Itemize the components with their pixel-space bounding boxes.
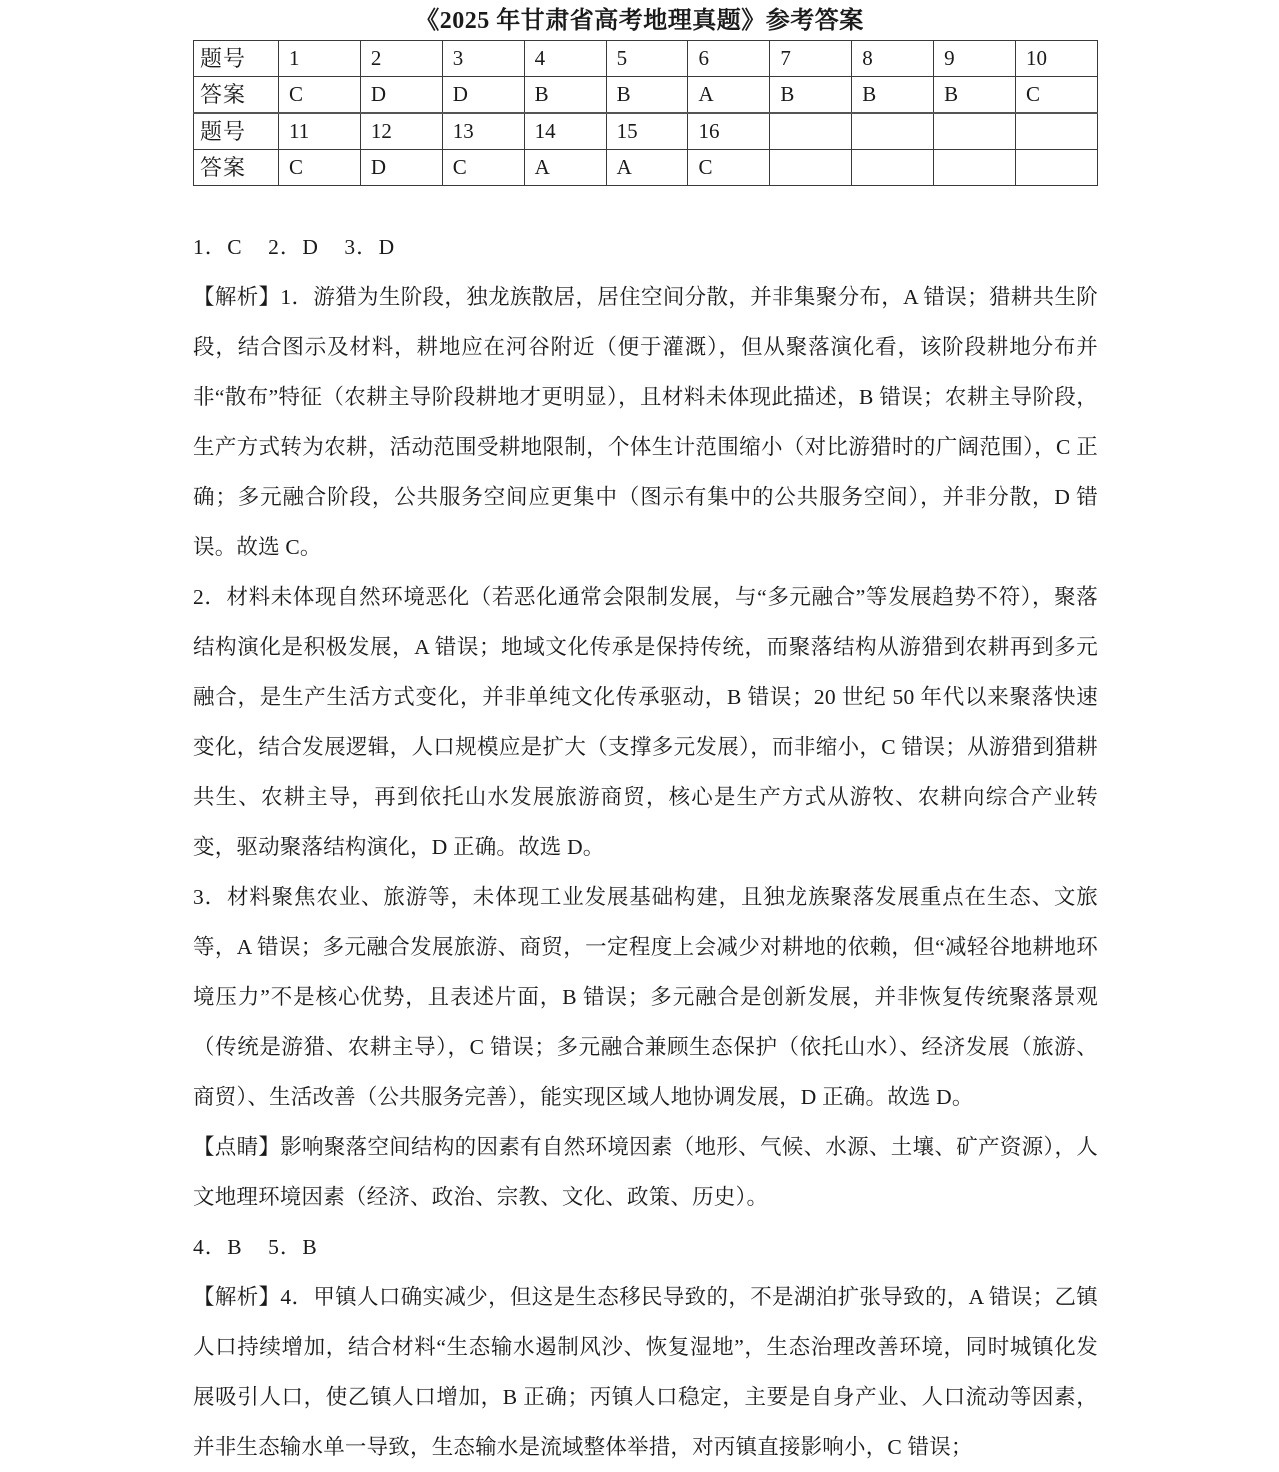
answer-summary-line-1: 1．C 2．D 3．D bbox=[193, 235, 396, 259]
table-cell bbox=[770, 113, 852, 150]
table-row bbox=[194, 77, 1098, 114]
page-title: 《2025 年甘肃省高考地理真题》参考答案 bbox=[415, 8, 864, 34]
table-cell: B bbox=[524, 77, 606, 114]
table-cell: 5 bbox=[606, 41, 688, 77]
table-cell: 8 bbox=[852, 41, 934, 77]
table-cell: 3 bbox=[442, 41, 524, 77]
table-cell bbox=[1016, 150, 1098, 186]
table-cell: B bbox=[934, 77, 1016, 114]
explanation-paragraph-1: 【解析】1．游猎为生阶段，独龙族散居，居住空间分散，并非集聚分布，A 错误；猎耕共生阶段，结合图示及材料，耕地应在河谷附近（便于灌溉），但从聚落演化看，该阶段耕地分布并非“散布”特征（农耕主导阶段耕地才更明显），且材料未体现此描述，B 错误；农耕主导阶段，生产方式转为农耕，活动范围受耕地限制，个体生计范围缩小（对比游猎时的广阔范围），C 正确；多元融合阶段，公共服务空间应更集中（图示有集中的公共服务空间），并非分散，D 错误。故选 C。 bbox=[193, 285, 1098, 559]
table-cell: C bbox=[1016, 77, 1098, 114]
row-label-question-2: 题号 bbox=[194, 113, 279, 150]
table-cell: D bbox=[442, 77, 524, 114]
table-cell: 9 bbox=[934, 41, 1016, 77]
table-cell: B bbox=[770, 77, 852, 114]
table-cell: B bbox=[852, 77, 934, 114]
explanation-body bbox=[193, 222, 1098, 1472]
table-cell: A bbox=[688, 77, 770, 114]
answer-key-table bbox=[193, 40, 1098, 186]
table-cell: B bbox=[606, 77, 688, 114]
explanation-paragraph-3: 3．材料聚焦农业、旅游等，未体现工业发展基础构建，且独龙族聚落发展重点在生态、文旅等，A 错误；多元融合发展旅游、商贸，一定程度上会减少对耕地的依赖，但“减轻谷地耕地环境压力”不是核心优势，且表述片面，B 错误；多元融合是创新发展，并非恢复传统聚落景观（传统是游猎、农耕主导），C 错误；多元融合兼顾生态保护（依托山水）、经济发展（旅游、商贸）、生活改善（公共服务完善），能实现区域人地协调发展，D 正确。故选 D。 bbox=[193, 885, 1098, 1109]
table-row bbox=[194, 113, 1098, 150]
table-cell: 10 bbox=[1016, 41, 1098, 77]
table-cell: 16 bbox=[688, 113, 770, 150]
table-row bbox=[194, 41, 1098, 77]
table-cell: D bbox=[360, 77, 442, 114]
row-label-answer-1: 答案 bbox=[194, 77, 279, 114]
row-label-question-1: 题号 bbox=[194, 41, 279, 77]
table-cell: 1 bbox=[279, 41, 361, 77]
row-label-answer-2: 答案 bbox=[194, 150, 279, 186]
explanation-paragraph-4: 【解析】4．甲镇人口确实减少，但这是生态移民导致的，不是湖泊扩张导致的，A 错误；乙镇人口持续增加，结合材料“生态输水遏制风沙、恢复湿地”，生态治理改善环境，同时城镇化发展吸引人口，使乙镇人口增加，B 正确；丙镇人口稳定，主要是自身产业、人口流动等因素，并非生态输水单一导致，生态输水是流域整体举措，对丙镇直接影响小，C 错误； bbox=[193, 1285, 1098, 1459]
table-cell: C bbox=[279, 150, 361, 186]
table-cell bbox=[770, 150, 852, 186]
table-cell: 6 bbox=[688, 41, 770, 77]
table-cell: 4 bbox=[524, 41, 606, 77]
answer-summary-line-2: 4．B 5．B bbox=[193, 1235, 318, 1259]
table-cell: A bbox=[606, 150, 688, 186]
table-cell: 11 bbox=[279, 113, 361, 150]
explanation-paragraph-2: 2．材料未体现自然环境恶化（若恶化通常会限制发展，与“多元融合”等发展趋势不符），聚落结构演化是积极发展，A 错误；地域文化传承是保持传统，而聚落结构从游猎到农耕再到多元融合，是生产生活方式变化，并非单纯文化传承驱动，B 错误；20 世纪 50 年代以来聚落快速变化，结合发展逻辑，人口规模应是扩大（支撑多元发展），而非缩小，C 错误；从游猎到猎耕共生、农耕主导，再到依托山水发展旅游商贸，核心是生产方式从游牧、农耕向综合产业转变，驱动聚落结构演化，D 正确。故选 D。 bbox=[193, 585, 1098, 859]
table-cell bbox=[852, 150, 934, 186]
table-cell: A bbox=[524, 150, 606, 186]
table-cell: 15 bbox=[606, 113, 688, 150]
table-cell: D bbox=[360, 150, 442, 186]
table-cell bbox=[852, 113, 934, 150]
table-cell: C bbox=[442, 150, 524, 186]
table-cell bbox=[934, 113, 1016, 150]
table-row bbox=[194, 150, 1098, 186]
table-cell: C bbox=[688, 150, 770, 186]
table-cell: C bbox=[279, 77, 361, 114]
table-cell: 13 bbox=[442, 113, 524, 150]
table-cell bbox=[934, 150, 1016, 186]
table-cell: 12 bbox=[360, 113, 442, 150]
table-cell: 2 bbox=[360, 41, 442, 77]
table-cell: 14 bbox=[524, 113, 606, 150]
table-cell: 7 bbox=[770, 41, 852, 77]
table-cell bbox=[1016, 113, 1098, 150]
key-point-paragraph: 【点睛】影响聚落空间结构的因素有自然环境因素（地形、气候、水源、土壤、矿产资源），人文地理环境因素（经济、政治、宗教、文化、政策、历史）。 bbox=[193, 1135, 1098, 1209]
